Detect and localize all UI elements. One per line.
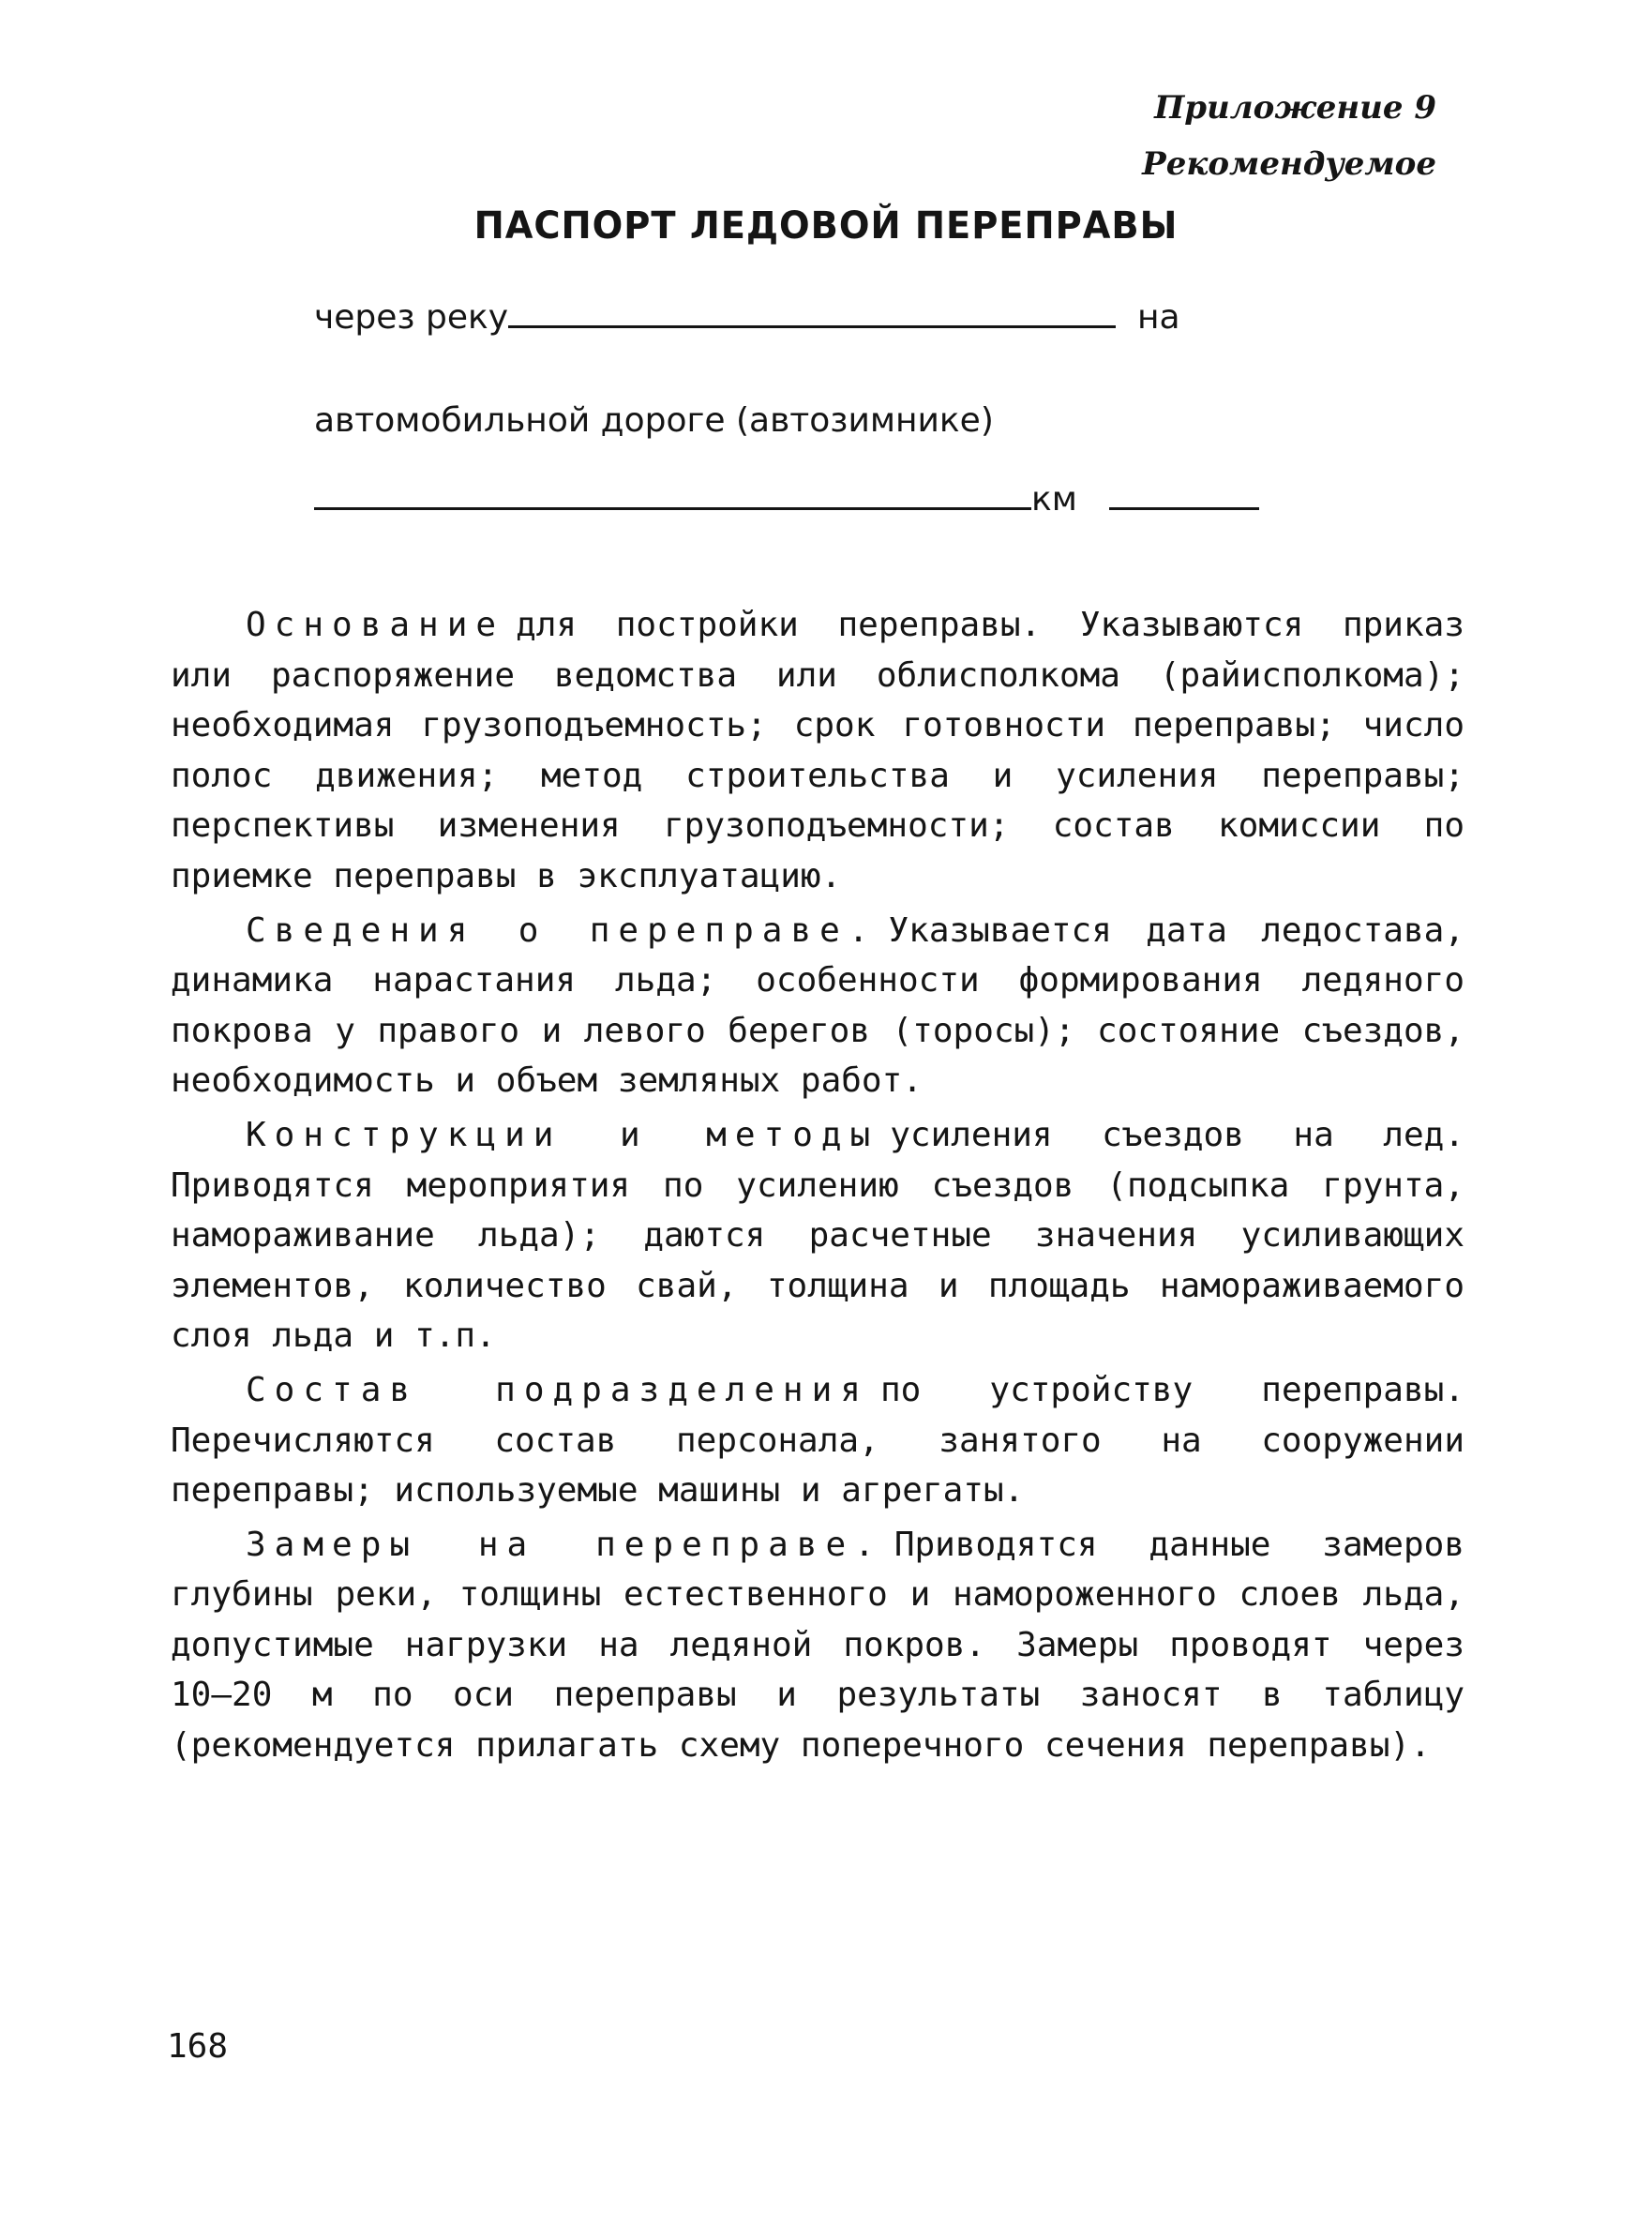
paragraph-measurements <box>171 1520 1464 1771</box>
paragraph-text: усиления съездов на лед. Приводятся мероприятия по усилению съездов (подсыпка грунта, намораживание льда); даются расчетные значения усиливающих элементов, количество свай, толщина и площадь намораживаемого слоя льда и т.п. <box>171 1115 1464 1356</box>
appendix-number: Приложение 9 <box>1154 89 1436 127</box>
document-body <box>171 600 1464 1775</box>
km-blank <box>1109 506 1259 510</box>
river-suffix: на <box>1136 298 1180 337</box>
river-blank <box>508 324 1116 328</box>
paragraph-heading: Состав подразделения <box>246 1370 869 1409</box>
paragraph-unit-composition <box>171 1365 1464 1516</box>
paragraph-constructions <box>171 1110 1464 1361</box>
km-label: км <box>1031 480 1077 519</box>
km-line <box>314 480 1259 519</box>
paragraph-text: Указывается дата ледостава, динамика нарастания льда; особенности формирования ледяного покрова у правого и левого берегов (торосы); состояние съездов, необходимость и объем земляных работ. <box>171 910 1464 1101</box>
paragraph-basis <box>171 600 1464 902</box>
paragraph-text: Приводятся данные замеров глубины реки, толщины естественного и намороженного слоев льда, допустимые нагрузки на ледяной покров. Замеры проводят через 10–20 м по оси переправы и результаты заносят в таблицу (рекомендуется прилагать схему поперечного сечения переправы). <box>171 1525 1464 1766</box>
document-title: ПАСПОРТ ЛЕДОВОЙ ПЕРЕПРАВЫ <box>473 204 1179 248</box>
paragraph-heading: Основание <box>246 606 505 644</box>
paragraph-heading: Сведения о переправе. <box>246 910 878 950</box>
appendix-status: Рекомендуемое <box>1142 145 1436 183</box>
paragraph-crossing-info <box>171 906 1464 1106</box>
river-line <box>314 298 1180 337</box>
road-name-blank <box>314 506 1031 510</box>
paragraph-heading: Конструкции и методы <box>246 1115 879 1154</box>
paragraph-heading: Замеры на переправе. <box>246 1525 883 1564</box>
river-label: через реку <box>314 298 509 337</box>
road-line: автомобильной дороге (автозимнике) <box>314 401 994 440</box>
paragraph-text: по устройству переправы. Перечисляются состав персонала, занятого на сооружении переправы; используемые машины и агрегаты. <box>171 1370 1465 1511</box>
paragraph-text: для постройки переправы. Указываются приказ или распоряжение ведомства или облисполкома (райисполкома); необходимая грузоподъемность; срок готовности переправы; число полос движения; метод строительства и усиления переправы; перспективы изменения грузоподъемности; состав комиссии по приемке переправы в эксплуатацию. <box>171 606 1464 895</box>
page-number: 168 <box>167 2027 229 2066</box>
